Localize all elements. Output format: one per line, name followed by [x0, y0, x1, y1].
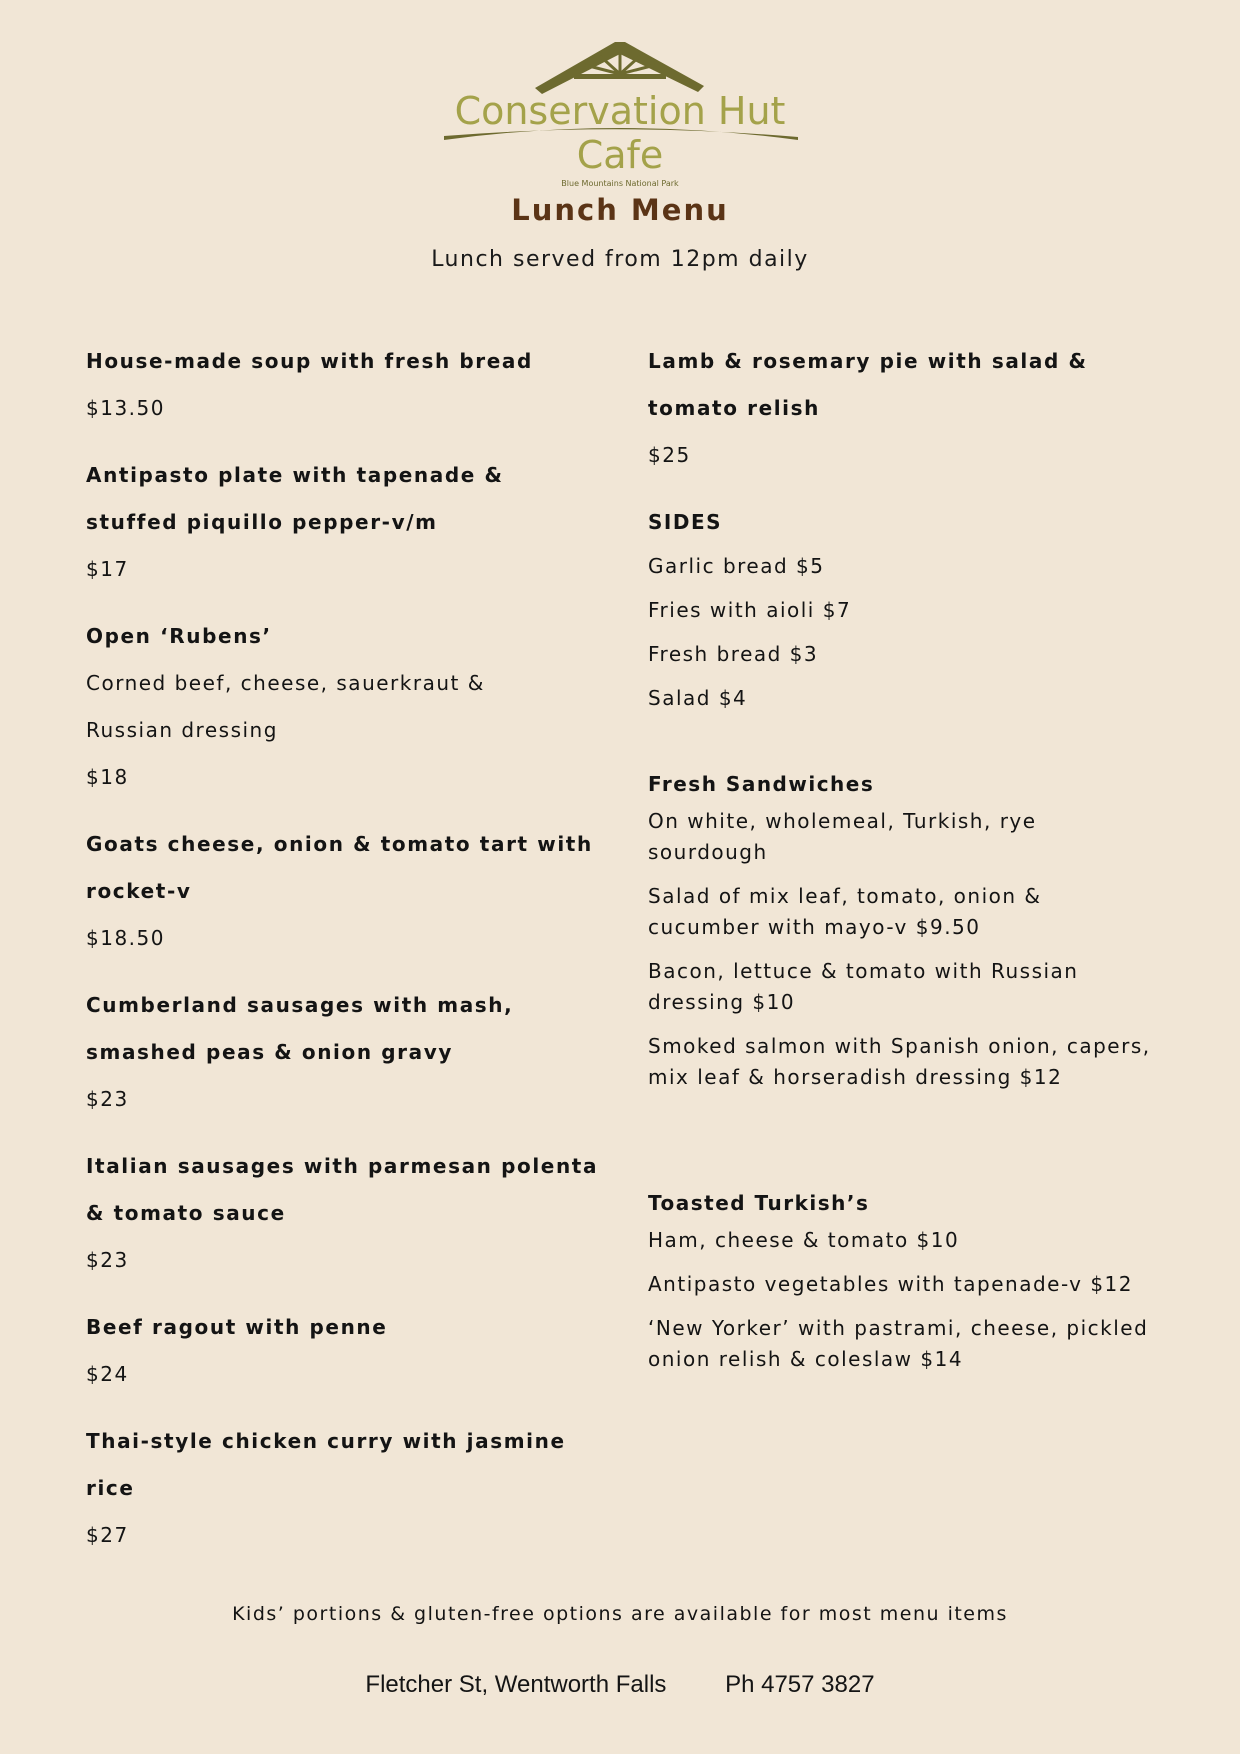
item-description: Russian dressing: [86, 718, 278, 742]
dietary-note: Kids’ portions & gluten-free options are available for most menu items: [232, 1603, 1008, 1625]
item-name: stuffed piquillo pepper-v/m: [86, 510, 438, 534]
logo-tagline: Blue Mountains National Park: [561, 179, 679, 188]
logo-name: Conservation Hut: [454, 89, 786, 133]
menu-item: [86, 338, 626, 432]
item-price: $24: [86, 1362, 129, 1386]
side-item: Garlic bread $5: [648, 554, 825, 578]
turkish-section: [648, 1181, 1158, 1388]
item-name: rice: [86, 1476, 135, 1500]
menu-title: Lunch Menu: [511, 193, 729, 227]
menu-item: [86, 613, 626, 801]
item-description: Corned beef, cheese, sauerkraut &: [86, 671, 485, 695]
side-item: Fresh bread $3: [648, 642, 819, 666]
menu-subtitle: Lunch served from 12pm daily: [431, 247, 809, 272]
section-heading: Toasted Turkish’s: [648, 1191, 870, 1215]
sandwich-item: Bacon, lettuce & tomato with Russian dressing $10: [648, 959, 1079, 1014]
left-column: [86, 338, 626, 1579]
phone: Ph 4757 3827: [725, 1671, 875, 1698]
address: Fletcher St, Wentworth Falls: [365, 1671, 667, 1698]
logo-cafe: Cafe: [576, 133, 664, 177]
section-heading: Fresh Sandwiches: [648, 772, 875, 796]
menu-item: [86, 452, 626, 593]
menu-item: [86, 1143, 626, 1284]
sandwich-item: On white, wholemeal, Turkish, rye sourdough: [648, 809, 1037, 864]
turkish-item: ‘New Yorker’ with pastrami, cheese, pickled onion relish & coleslaw $14: [648, 1316, 1149, 1371]
item-name: Beef ragout with penne: [86, 1315, 388, 1339]
item-name: tomato relish: [648, 396, 820, 420]
menu-item: [86, 982, 626, 1123]
item-name: Open ‘Rubens’: [86, 624, 272, 648]
menu-item: [86, 821, 626, 962]
item-price: $17: [86, 557, 129, 581]
item-name: Italian sausages with parmesan polenta: [86, 1154, 599, 1178]
turkish-item: Ham, cheese & tomato $10: [648, 1228, 960, 1252]
item-price: $27: [86, 1523, 129, 1547]
side-item: Fries with aioli $7: [648, 598, 852, 622]
item-name: House-made soup with fresh bread: [86, 349, 533, 373]
section-heading: SIDES: [648, 510, 723, 534]
item-price: $25: [648, 443, 691, 467]
lamb-pie-item: [648, 338, 1168, 479]
sandwiches-section: [648, 762, 1158, 1106]
item-name: Lamb & rosemary pie with salad &: [648, 349, 1088, 373]
item-name: smashed peas & onion gravy: [86, 1040, 454, 1064]
cafe-logo: [440, 38, 800, 190]
item-name: Cumberland sausages with mash,: [86, 993, 514, 1017]
item-price: $18.50: [86, 926, 165, 950]
item-name: & tomato sauce: [86, 1201, 286, 1225]
sandwich-item: Salad of mix leaf, tomato, onion & cucumber with mayo-v $9.50: [648, 884, 1042, 939]
item-price: $13.50: [86, 396, 165, 420]
menu-item: [86, 1418, 626, 1559]
item-name: rocket-v: [86, 879, 192, 903]
item-price: $23: [86, 1248, 129, 1272]
item-price: $23: [86, 1087, 129, 1111]
item-price: $18: [86, 765, 129, 789]
contact-line: [0, 1671, 1240, 1699]
sandwich-item: Smoked salmon with Spanish onion, capers, mix leaf & horseradish dressing $12: [648, 1034, 1151, 1089]
side-item: Salad $4: [648, 686, 748, 710]
item-name: Antipasto plate with tapenade &: [86, 463, 504, 487]
menu-item: [86, 1304, 626, 1398]
item-name: Thai-style chicken curry with jasmine: [86, 1429, 566, 1453]
sides-section: [648, 500, 1168, 720]
turkish-item: Antipasto vegetables with tapenade-v $12: [648, 1272, 1133, 1296]
item-name: Goats cheese, onion & tomato tart with: [86, 832, 593, 856]
